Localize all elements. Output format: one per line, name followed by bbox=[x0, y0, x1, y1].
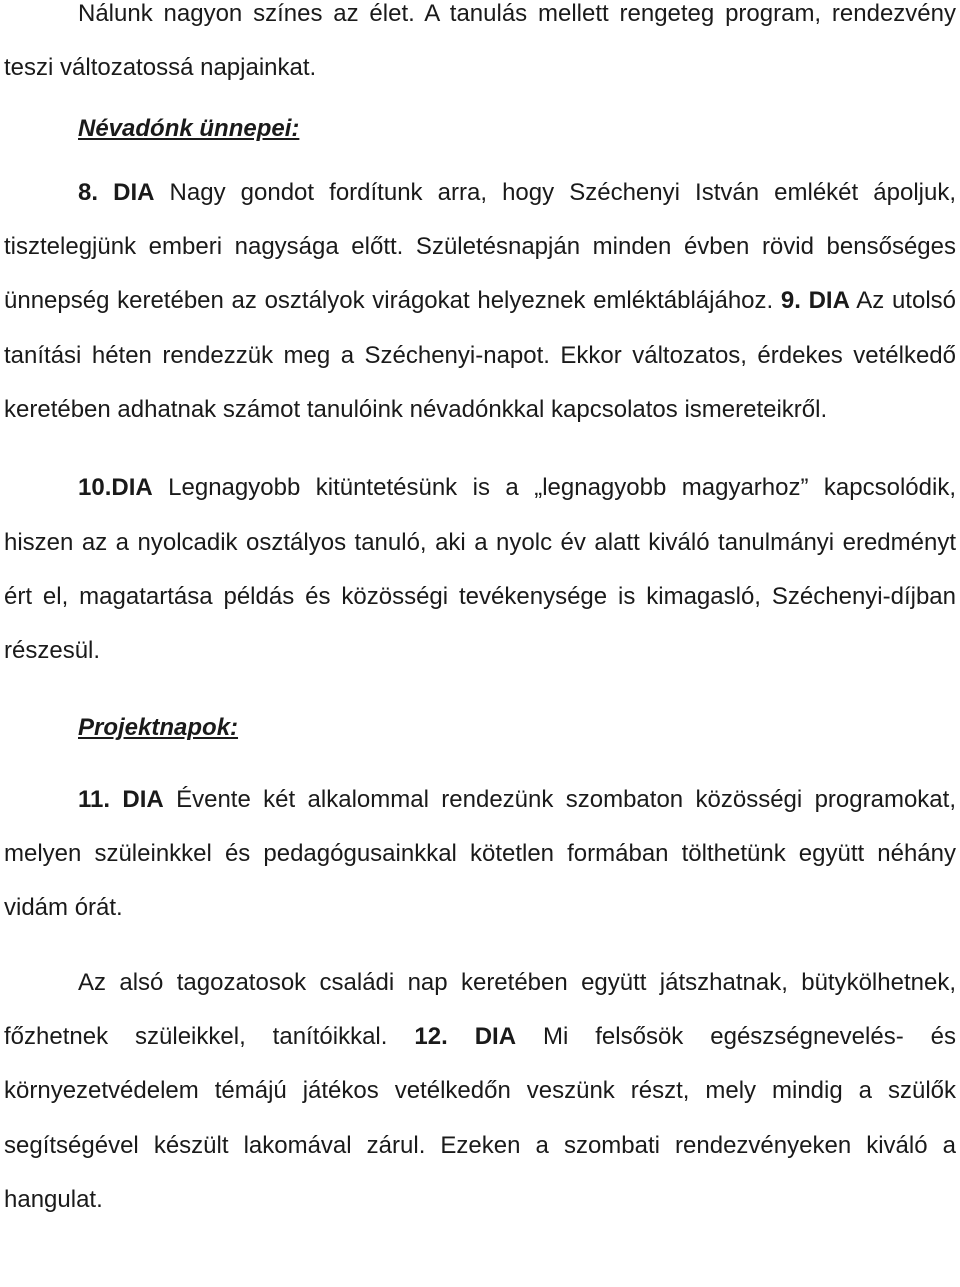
paragraph-text: Mi felsősök egészségnevelés- és környezetvédelem témájú játékos vetélkedőn veszünk részt, mely mindig a szülők segítségével készült lakomával zárul. Ezeken a szombati rendezvényeken kiváló a hangulat. bbox=[4, 1023, 957, 1213]
dia-label: 12. DIA bbox=[414, 1023, 517, 1051]
dia-label: 8. DIA bbox=[78, 178, 155, 206]
dia-label: 9. DIA bbox=[780, 287, 850, 315]
paragraph-text: Az alsó tagozatosok családi nap keretében együtt játszhatnak, bütykölhetnek, főzhetnek szüleikkel, tanítóikkal. bbox=[4, 968, 956, 1051]
intro-text: Nálunk nagyon színes az élet. A tanulás mellett rengeteg program, rendezvény teszi változatossá napjainkat. bbox=[4, 0, 956, 82]
section-heading-project-days: Projektnapok: bbox=[78, 713, 239, 741]
project-paragraph-1 bbox=[4, 773, 956, 936]
intro-paragraph bbox=[4, 0, 956, 96]
dia-label: 11. DIA bbox=[78, 785, 164, 813]
paragraph-text: Nagy gondot fordítunk arra, hogy Széchenyi István emlékét ápoljuk, tisztelegjünk emberi nagysága előtt. Születésnapján minden évben rövid bensőséges ünnepség keretében az osztályok virágokat helyeznek emléktáblájához. bbox=[4, 178, 957, 315]
paragraph-text: Évente két alkalommal rendezünk szombaton közösségi programokat, melyen szüleinkkel és pedagógusainkkal kötetlen formában tölthetünk együtt néhány vidám órát. bbox=[4, 785, 956, 922]
namesake-paragraph-1 bbox=[4, 166, 956, 437]
project-paragraph-2 bbox=[4, 956, 956, 1227]
section-heading-namesake: Névadónk ünnepei: bbox=[78, 114, 300, 142]
dia-label: 10.DIA bbox=[78, 474, 153, 502]
paragraph-text: Az utolsó tanítási héten rendezzük meg a Széchenyi-napot. Ekkor változatos, érdekes vetélkedő keretében adhatnak számot tanulóink névadónkkal kapcsolatos ismereteikről. bbox=[4, 287, 957, 424]
paragraph-text: Legnagyobb kitüntetésünk is a „legnagyobb magyarhoz” kapcsolódik, hiszen az a nyolcadik osztályos tanuló, aki a nyolc év alatt kiváló tanulmányi eredményt ért el, magatartása példás és közösségi tevékenysége is kimagasló, Széchenyi-díjban részesül. bbox=[4, 474, 956, 665]
namesake-paragraph-2 bbox=[4, 461, 956, 678]
